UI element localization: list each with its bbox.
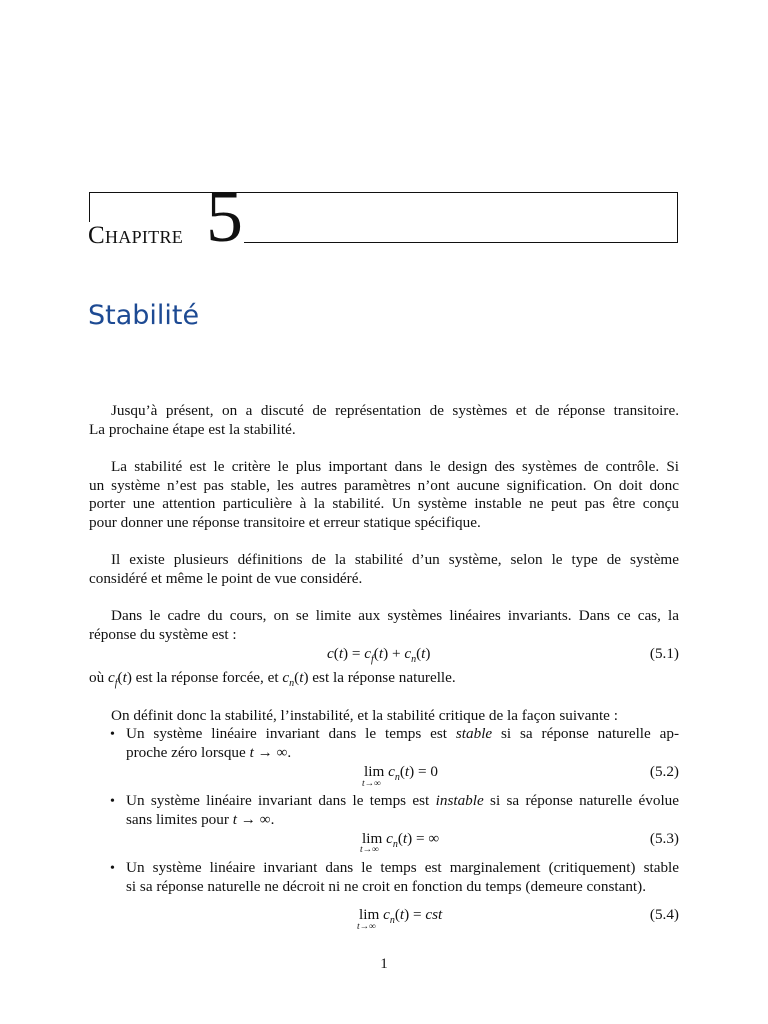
paragraph-line: réponse du système est : [89, 625, 237, 643]
limit-subscript: t→∞ [362, 779, 381, 789]
paragraph-line: La prochaine étape est la stabilité. [89, 420, 296, 438]
equation-5-1: $c(t) = c_f(t) + c_n(t)$ [327, 645, 431, 666]
limit-subscript: t→∞ [357, 922, 376, 932]
bullet-line: Un système linéaire invariant dans le temps est marginalement (critiquement) stable [126, 859, 679, 876]
bullet-line: Un système linéaire invariant dans le temps est stable si sa réponse naturelle ap- [126, 725, 680, 742]
chapter-number: 5 [206, 176, 243, 258]
bullet-marker: • [110, 794, 115, 809]
paragraph-line: un système n’est pas stable, les autres paramètres n’ont aucune signification. On doit donc [89, 476, 679, 494]
equation-number: (5.3) [649, 830, 679, 847]
paragraph-line: On définit donc la stabilité, l’instabilité, et la stabilité critique de la façon suivante : [111, 707, 618, 724]
paragraph-define-stability [89, 707, 679, 726]
paragraph-line: La stabilité est le critère le plus important dans le design des systèmes de contrôle. Si [111, 458, 679, 475]
bullet-marker: • [110, 861, 115, 876]
paragraph-line: Dans le cadre du cours, on se limite aux systèmes linéaires invariants. Dans ce cas, la [111, 607, 679, 624]
paragraph-line: considéré et même le point de vue considéré. [89, 569, 363, 587]
chapter-frame-bottom [244, 242, 678, 243]
bullet-instable [126, 792, 679, 829]
paragraph-importance [89, 458, 679, 532]
bullet-stable [126, 725, 679, 762]
chapter-frame-left [89, 192, 90, 222]
chapter-label: Chapitre [88, 222, 184, 249]
paragraph-line: où $c_f(t)$ est la réponse forcée, et $c_n(t)$ est la réponse naturelle. [89, 669, 456, 690]
paragraph-line: pour donner une réponse transitoire et erreur statique spécifique. [89, 513, 481, 531]
paragraph-line: Il existe plusieurs définitions de la stabilité d’un système, selon le type de système [111, 551, 679, 568]
bullet-line: sans limites pour t → ∞. [126, 810, 275, 828]
equation-5-4: $\lim c_n(t)$ = cst [359, 906, 443, 927]
bullet-marginal [126, 859, 679, 896]
paragraph-line: Jusqu’à présent, on a discuté de représentation de systèmes et de réponse transitoire. [111, 402, 679, 419]
limit-subscript: t→∞ [360, 845, 379, 855]
bullet-marker: • [110, 727, 115, 742]
bullet-line: proche zéro lorsque t → ∞. [126, 743, 292, 761]
page-number: 1 [380, 956, 388, 972]
equation-number: (5.1) [649, 645, 679, 662]
equation-number: (5.2) [649, 763, 679, 780]
paragraph-definitions [89, 551, 679, 588]
chapter-title: Stabilité [88, 300, 200, 331]
equation-5-2: $\lim c_n(t) = 0$ [364, 763, 438, 784]
chapter-frame-top [89, 192, 678, 193]
bullet-line: Un système linéaire invariant dans le temps est instable si sa réponse naturelle évolue [126, 792, 680, 809]
chapter-frame-right [677, 192, 678, 243]
equation-5-3: $\lim c_n(t)$ = ∞ [362, 830, 440, 851]
paragraph-forced-natural [89, 669, 679, 694]
paragraph-line: porter une attention particulière à la stabilité. Un système instable ne peut pas être conçu [89, 495, 679, 513]
bullet-line: si sa réponse naturelle ne décroit ni ne croit en fonction du temps (demeure constant). [126, 877, 646, 895]
equation-number: (5.4) [649, 906, 679, 923]
paragraph-intro [89, 402, 679, 439]
paragraph-scope [89, 607, 679, 644]
